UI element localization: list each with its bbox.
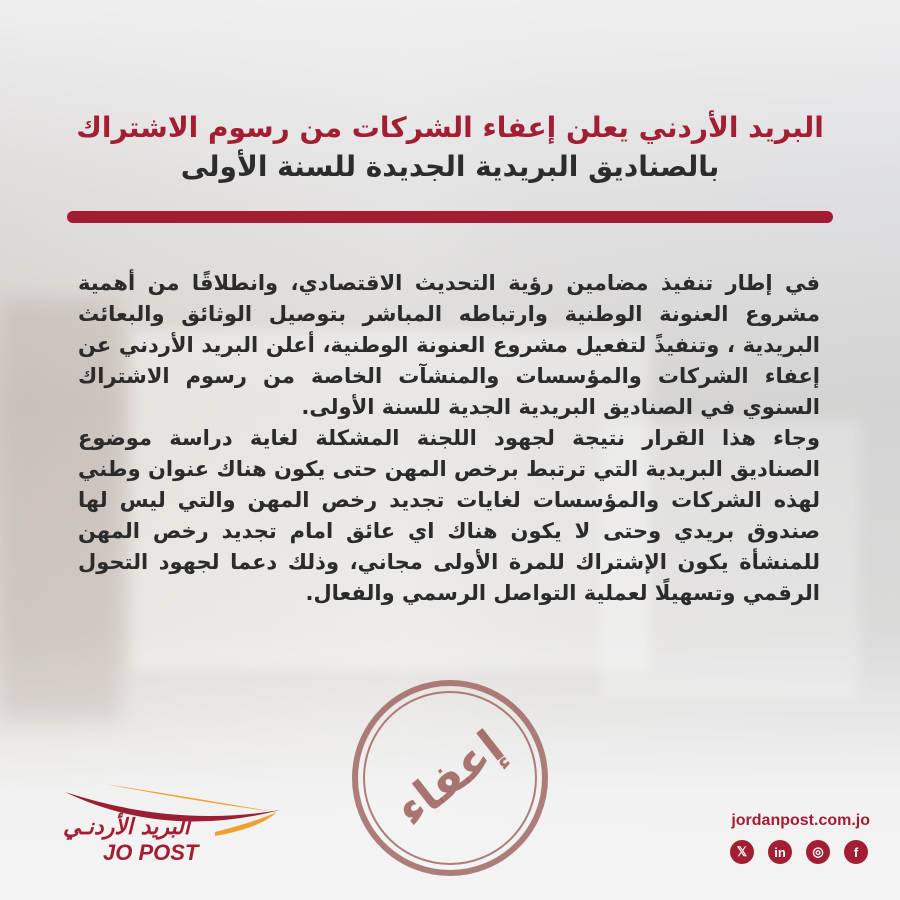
linkedin-icon[interactable]: in bbox=[768, 840, 792, 864]
facebook-icon[interactable]: f bbox=[844, 840, 868, 864]
logo-english: JO POST bbox=[103, 840, 199, 865]
article-body bbox=[78, 268, 820, 609]
logo-arabic: البريد الأردنـي bbox=[63, 815, 190, 840]
exemption-stamp bbox=[352, 680, 548, 876]
headline-line-2: بالصناديق البريدية الجديدة للسنة الأولى bbox=[180, 150, 720, 183]
jo-post-logo bbox=[45, 770, 285, 870]
divider-bar bbox=[67, 211, 833, 223]
website-link[interactable]: jordanpost.com.jo bbox=[731, 812, 870, 829]
headline bbox=[50, 108, 850, 186]
x-icon[interactable]: 𝕏 bbox=[730, 840, 754, 864]
paragraph-1: في إطار تنفيذ مضامين رؤية التحديث الاقتصادي، وانطلاقًا من أهمية مشروع العنونة الوطنية وارتباطه المباشر بتوصيل الوثائق والبعائث البريدية ، وتنفيذً لتفعيل مشروع العنونة الوطنية، أعلن البريد الأردني عن إعفاء الشركات والمؤسسات والمنشآت الخاصة من رسوم الاشتراك السنوي في الصناديق البريدية الجدية للسنة الأولى. bbox=[78, 271, 820, 419]
headline-line-1: البريد الأردني يعلن إعفاء الشركات من رسوم الاشتراك bbox=[76, 111, 824, 144]
instagram-icon[interactable]: ◎ bbox=[806, 840, 830, 864]
paragraph-2: وجاء هذا القرار نتيجة لجهود اللجنة المشكلة لغاية دراسة موضوع الصناديق البريدية التي ترتبط برخص المهن حتى يكون هناك عنوان وطني لهذه الشركات والمؤسسات لغايات تجديد رخص المهن والتي ليس لها صندوق بريدي وحتى لا يكون هناك اي عائق امام تجديد رخص المهن للمنشأة يكون الإشتراك للمرة الأولى مجاني، وذلك دعما لجهود التحول الرقمي وتسهيلًا لعملية التواصل الرسمي والفعال. bbox=[77, 426, 820, 605]
social-links bbox=[730, 840, 868, 864]
stamp-text: إعفاء bbox=[385, 719, 515, 837]
